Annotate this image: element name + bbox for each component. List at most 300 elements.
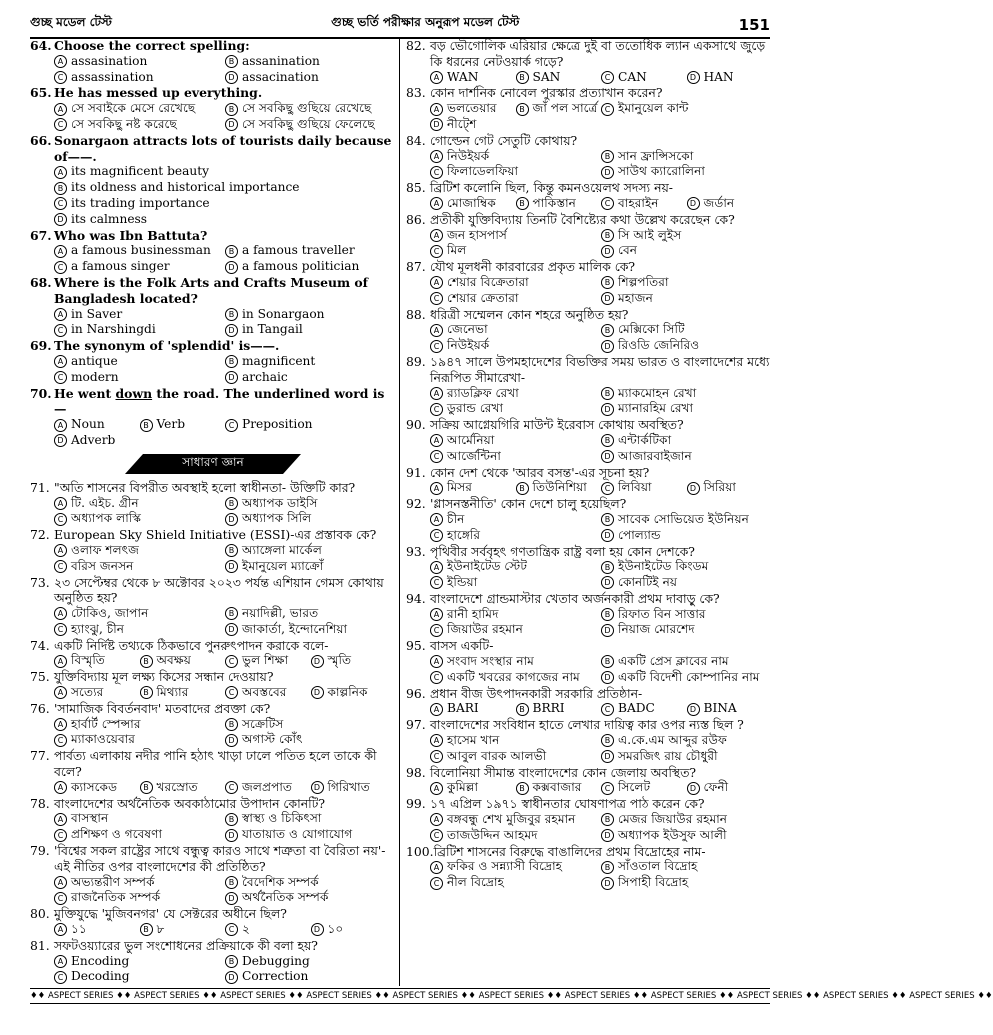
option-b (225, 307, 396, 323)
option-a (54, 653, 140, 669)
option-marker: B (601, 734, 614, 747)
options (30, 307, 396, 339)
options (30, 164, 396, 227)
option-marker: C (601, 71, 614, 84)
option-text: Encoding (71, 953, 130, 968)
question-stem (30, 669, 396, 685)
option-marker: C (54, 371, 67, 384)
option-marker: D (430, 118, 443, 131)
question-text-pre: He went (54, 385, 116, 401)
option-text: ৮ (156, 922, 165, 937)
option-text: কক্সবাজার (532, 780, 582, 795)
option-b (516, 480, 602, 496)
option-text: একটি প্রেস ক্লাবের নাম (618, 654, 729, 669)
option-marker: A (430, 71, 443, 84)
option-d (601, 749, 772, 765)
options (406, 559, 772, 591)
option-marker: B (225, 813, 238, 826)
question-item (406, 638, 772, 685)
option-d (601, 875, 772, 891)
question-stem (30, 638, 396, 654)
option-text: সিরিয়া (703, 480, 736, 495)
question-stem (30, 338, 396, 354)
option-text: অগাস্ট কোঁৎ (242, 732, 303, 747)
option-marker: D (225, 71, 238, 84)
question-number: 96. (406, 685, 426, 701)
option-text: কুমিল্লা (447, 780, 478, 795)
option-text: আর্জেন্টিনা (447, 448, 501, 463)
option-d (225, 322, 396, 338)
option-marker: C (225, 923, 238, 936)
option-a (430, 196, 516, 212)
option-marker: D (225, 971, 238, 984)
option-text: সে সবকিছু গুছিয়ে রেখেছে (242, 101, 372, 116)
option-text: বেন (618, 243, 638, 258)
option-text: নিয়াজ মোরশেদ (618, 622, 695, 637)
question-stem (406, 212, 772, 228)
option-text: ফকির ও সন্ন্যাসী বিদ্রোহ (447, 859, 563, 874)
option-c (601, 701, 687, 717)
question-item (30, 638, 396, 670)
option-b (601, 654, 772, 670)
option-marker: B (516, 782, 529, 795)
option-text: এ.কে.এম আব্দুর রউফ (618, 733, 727, 748)
option-marker: C (54, 261, 67, 274)
question-number: 98. (406, 764, 426, 780)
option-c (430, 670, 601, 686)
option-marker: B (601, 608, 614, 621)
question-number: 70. (30, 385, 52, 401)
question-number: 94. (406, 590, 426, 606)
option-marker: D (601, 166, 614, 179)
option-a (430, 480, 516, 496)
option-text: ইমানুয়েল কান্ট (618, 101, 689, 116)
question-text: The synonym of 'splendid' is——. (54, 338, 280, 354)
option-marker: A (430, 150, 443, 163)
options (406, 433, 772, 465)
option-text: Preposition (242, 417, 313, 432)
option-text: হাসেম খান (447, 733, 500, 748)
option-marker: B (601, 434, 614, 447)
option-marker: A (430, 434, 443, 447)
question-item (406, 354, 772, 417)
question-number: 78. (30, 795, 50, 811)
option-a (430, 859, 601, 875)
options (30, 780, 396, 796)
question-stem (30, 575, 396, 607)
option-text: রাজনৈতিক সম্পর্ক (71, 890, 161, 905)
question-item (406, 796, 772, 843)
option-b (225, 717, 396, 733)
option-marker: A (430, 782, 443, 795)
option-marker: C (225, 686, 238, 699)
option-c (430, 875, 601, 891)
header-left-title: গুচ্ছ মডেল টেস্ট (30, 15, 112, 29)
question-stem (406, 85, 772, 101)
option-text: ম্যাকমোহন রেখা (618, 385, 697, 400)
option-marker: A (430, 513, 443, 526)
option-marker: A (54, 923, 67, 936)
option-marker: D (225, 892, 238, 905)
option-c (430, 338, 601, 354)
option-text: Noun (71, 417, 105, 432)
question-number: 68. (30, 274, 52, 290)
option-marker: A (430, 197, 443, 210)
option-a (54, 496, 225, 512)
option-marker: C (601, 703, 614, 716)
option-marker: B (225, 355, 238, 368)
option-text: BARI (447, 701, 479, 716)
option-marker: C (54, 71, 67, 84)
option-text: আজারবাইজান (618, 448, 692, 463)
option-b (516, 196, 602, 212)
option-text: সক্রেটিস (242, 716, 284, 731)
option-b (225, 875, 396, 891)
option-marker: D (601, 671, 614, 684)
option-c (430, 575, 601, 591)
option-text: assasination (71, 53, 148, 68)
option-marker: B (601, 387, 614, 400)
question-stem (406, 133, 772, 149)
option-marker: B (225, 955, 238, 968)
option-text: কাল্পনিক (327, 685, 368, 700)
option-marker: D (225, 734, 238, 747)
option-marker: B (601, 150, 614, 163)
option-text: ম্যাকাওয়েবার (71, 732, 135, 747)
option-c (54, 890, 225, 906)
question-item (30, 480, 396, 527)
option-marker: D (54, 434, 67, 447)
option-text: ফেনী (703, 780, 729, 795)
option-marker: B (225, 103, 238, 116)
option-text: in Narshingdi (71, 322, 156, 337)
option-marker: A (430, 229, 443, 242)
option-text: শেয়ার বিক্রেতারা (447, 274, 529, 289)
option-text: a famous singer (71, 259, 170, 274)
option-d (225, 622, 396, 638)
options (406, 480, 772, 496)
option-marker: D (311, 923, 324, 936)
option-d (601, 828, 772, 844)
question-stem (406, 496, 772, 512)
option-text: ম্যানারহিম রেখা (618, 401, 694, 416)
option-text: assacination (242, 69, 319, 84)
option-text: মিল (447, 243, 467, 258)
option-marker: A (430, 324, 443, 337)
question-text: যুক্তিবিদ্যায় মূল লক্ষ্য কিসের সন্ধান দেওয়ায়? (54, 669, 274, 685)
option-marker: A (54, 718, 67, 731)
question-item (406, 496, 772, 543)
options (30, 875, 396, 907)
option-text: ইউনাইটেড কিংডম (618, 559, 709, 574)
option-c (225, 417, 313, 433)
option-d (225, 732, 396, 748)
option-marker: C (430, 750, 443, 763)
question-text: প্রধান বীজ উৎপাদনকারী সরকারি প্রতিষ্ঠান- (430, 685, 643, 701)
question-number: 65. (30, 85, 52, 101)
option-marker: B (601, 229, 614, 242)
option-a (430, 780, 516, 796)
option-c (54, 322, 225, 338)
question-text: বাংলাদেশের অর্থনৈতিক অবকাঠামোর উপাদান কোনটি? (54, 795, 326, 811)
option-marker: D (601, 450, 614, 463)
option-marker: C (601, 103, 614, 116)
question-number: 97. (406, 717, 426, 733)
option-d (225, 890, 396, 906)
option-c (430, 449, 601, 465)
option-marker: B (516, 197, 529, 210)
option-text: নিউইয়র্ক (447, 338, 490, 353)
option-d (311, 922, 397, 938)
options (30, 685, 396, 701)
section-banner (30, 450, 396, 478)
option-text: একটি বিদেশী কোম্পানির নাম (618, 669, 760, 684)
option-text: মোজাম্বিক (447, 195, 496, 210)
option-c (54, 259, 225, 275)
option-marker: D (601, 576, 614, 589)
option-c (225, 780, 311, 796)
option-marker: D (601, 529, 614, 542)
question-item (30, 338, 396, 385)
option-marker: C (225, 419, 238, 432)
option-marker: B (601, 561, 614, 574)
options (30, 243, 396, 275)
question-item (30, 386, 396, 449)
question-stem (30, 275, 396, 307)
options (406, 196, 772, 212)
question-text: He has messed up everything. (54, 85, 263, 101)
question-text: European Sky Shield Initiative (ESSI)-এর প্রস্তাবক কে? (54, 527, 377, 543)
option-d (311, 653, 397, 669)
option-text: আর্মেনিয়া (447, 432, 495, 447)
options (406, 733, 772, 765)
option-marker: D (687, 782, 700, 795)
option-marker: B (140, 923, 153, 936)
option-d (225, 117, 396, 133)
option-text: বাহরাইন (618, 195, 659, 210)
option-text: জর্ডান (703, 195, 735, 210)
options (406, 654, 772, 686)
option-d (601, 164, 772, 180)
option-marker: B (140, 781, 153, 794)
question-number: 72. (30, 527, 50, 543)
option-c (601, 101, 689, 117)
question-number: 83. (406, 85, 426, 101)
option-marker: A (430, 387, 443, 400)
question-number: 93. (406, 543, 426, 559)
question-item (406, 38, 772, 85)
option-b (54, 180, 396, 196)
question-number: 76. (30, 700, 50, 716)
option-text: in Tangail (242, 322, 303, 337)
option-b (140, 417, 226, 433)
option-d (54, 212, 396, 228)
option-marker: B (601, 324, 614, 337)
question-stem (30, 843, 396, 875)
question-item (30, 38, 396, 85)
option-marker: D (225, 560, 238, 573)
option-b (601, 607, 772, 623)
question-stem (30, 938, 396, 954)
option-b (225, 243, 396, 259)
question-text: পৃথিবীর সর্ববৃহৎ গণতান্ত্রিক রাষ্ট্র বলা হয় কোন দেশকে? (430, 543, 695, 559)
question-number: 100. (406, 843, 434, 859)
option-text: গিরিখাত (327, 779, 370, 794)
option-text: সাউথ ক্যারোলিনা (618, 164, 705, 179)
option-c (54, 559, 225, 575)
option-marker: C (430, 403, 443, 416)
option-marker: D (687, 197, 700, 210)
question-item (406, 765, 772, 797)
option-marker: B (225, 308, 238, 321)
option-marker: C (54, 560, 67, 573)
general-knowledge-questions-right (406, 38, 772, 891)
option-text: হার্বার্ট স্পেন্সার (71, 716, 141, 731)
option-d (601, 575, 772, 591)
question-stem (30, 38, 396, 54)
option-text: জলপ্রপাত (242, 779, 293, 794)
question-number: 77. (30, 748, 50, 764)
question-stem (30, 906, 396, 922)
option-text: বিস্মৃতি (71, 653, 105, 668)
question-item (406, 465, 772, 497)
option-b (225, 606, 396, 622)
question-item (30, 843, 396, 906)
option-marker: D (225, 371, 238, 384)
option-marker: C (54, 118, 67, 131)
option-marker: C (430, 829, 443, 842)
options (406, 149, 772, 181)
option-text: জাঁ পল সার্ত্রে (532, 101, 598, 116)
option-b (601, 322, 772, 338)
option-text: রিওডি জেনিরিও (618, 338, 700, 353)
option-c (430, 164, 601, 180)
option-marker: C (601, 782, 614, 795)
option-b (140, 653, 226, 669)
question-item (30, 228, 396, 275)
option-text: আবুল বারক আলভী (447, 748, 547, 763)
question-text: ১৯৪৭ সালে উপমহাদেশের বিভক্তির সময় ভারত ও বাংলাদেশের মধ্যে নিরূপিত সীমারেখা- (430, 353, 770, 385)
option-a (430, 512, 601, 528)
option-marker: C (54, 892, 67, 905)
option-text: অ্যাঙ্গেলা মার্কেল (242, 542, 322, 557)
option-c (54, 511, 225, 527)
option-d (225, 827, 396, 843)
option-c (54, 827, 225, 843)
option-marker: B (516, 482, 529, 495)
option-text: সিলেট (618, 780, 651, 795)
option-text: a famous traveller (242, 243, 355, 258)
option-text: ইন্ডিয়া (447, 575, 478, 590)
option-d (687, 70, 773, 86)
question-item (30, 575, 396, 638)
option-marker: A (430, 703, 443, 716)
option-marker: C (54, 623, 67, 636)
option-marker: D (687, 703, 700, 716)
option-marker: C (430, 245, 443, 258)
option-marker: B (140, 655, 153, 668)
option-marker: C (54, 513, 67, 526)
question-stem (406, 844, 772, 860)
option-marker: B (225, 607, 238, 620)
header-center-title: গুচ্ছ ভর্তি পরীক্ষার অনুরূপ মডেল টেস্ট (331, 15, 520, 29)
question-stem (406, 686, 772, 702)
option-a (430, 228, 601, 244)
option-d (601, 291, 772, 307)
option-d (601, 528, 772, 544)
option-b (516, 780, 602, 796)
option-marker: D (54, 213, 67, 226)
option-text: assassination (71, 69, 154, 84)
option-text: সাবেক সোভিয়েত ইউনিয়ন (618, 511, 749, 526)
option-c (54, 70, 225, 86)
question-text: পার্বত্য এলাকায় নদীর পানি হঠাৎ খাড়া ঢালে পতিত হলে তাকে কী বলে? (54, 748, 377, 780)
question-text: ধরিত্রী সম্মেলন কোন শহরে অনুষ্ঠিত হয়? (430, 306, 629, 322)
option-c (430, 243, 601, 259)
option-marker: C (54, 829, 67, 842)
question-text: Choose the correct spelling: (54, 38, 250, 53)
option-marker: D (687, 482, 700, 495)
question-text: সফটওয়্যারের ভুল সংশোধনের প্রক্রিয়াকে কী বলা হয়? (54, 937, 318, 953)
option-text: magnificent (242, 353, 316, 368)
option-text: প্রশিক্ষণ ও গবেষণা (71, 827, 163, 842)
options (406, 322, 772, 354)
options (406, 228, 772, 260)
option-marker: D (601, 340, 614, 353)
option-text: লিবিয়া (618, 480, 652, 495)
option-d (225, 370, 396, 386)
question-item (406, 212, 772, 259)
option-text: ডুরান্ড রেখা (447, 401, 503, 416)
option-c (601, 780, 687, 796)
option-text: নীট্শে (447, 116, 477, 131)
option-marker: A (54, 655, 67, 668)
option-text: archaic (242, 369, 288, 384)
option-marker: B (140, 686, 153, 699)
option-marker: C (430, 624, 443, 637)
question-number: 86. (406, 211, 426, 227)
option-marker: B (601, 655, 614, 668)
question-text: কোন দার্শনিক নোবেল পুরস্কার প্রত্যাখান করেন? (430, 85, 663, 101)
option-marker: A (430, 734, 443, 747)
option-text: ভুল শিক্ষা (242, 653, 289, 668)
option-marker: A (430, 608, 443, 621)
option-a (54, 543, 225, 559)
option-b (601, 812, 772, 828)
question-text: বিলোনিয়া সীমান্ত বাংলাদেশের কোন জেলায় অবস্থিত? (430, 764, 697, 780)
question-number: 82. (406, 38, 426, 53)
option-text: র‍্যাডক্লিফ রেখা (447, 385, 519, 400)
option-b (225, 54, 396, 70)
option-marker: A (54, 497, 67, 510)
option-marker: B (225, 55, 238, 68)
option-text: স্বাস্থ্য ও চিকিৎসা (242, 811, 322, 826)
option-a (54, 164, 396, 180)
option-marker: A (54, 419, 67, 432)
option-c (430, 528, 601, 544)
question-stem (406, 765, 772, 781)
option-b (225, 811, 396, 827)
underlined-word: down (115, 385, 153, 401)
option-text: its trading importance (71, 195, 210, 210)
question-stem (30, 527, 396, 543)
question-item (30, 133, 396, 228)
option-text: its calmness (71, 211, 148, 226)
option-c (54, 969, 225, 985)
option-d (601, 449, 772, 465)
option-marker: A (54, 308, 67, 321)
options (30, 417, 396, 449)
